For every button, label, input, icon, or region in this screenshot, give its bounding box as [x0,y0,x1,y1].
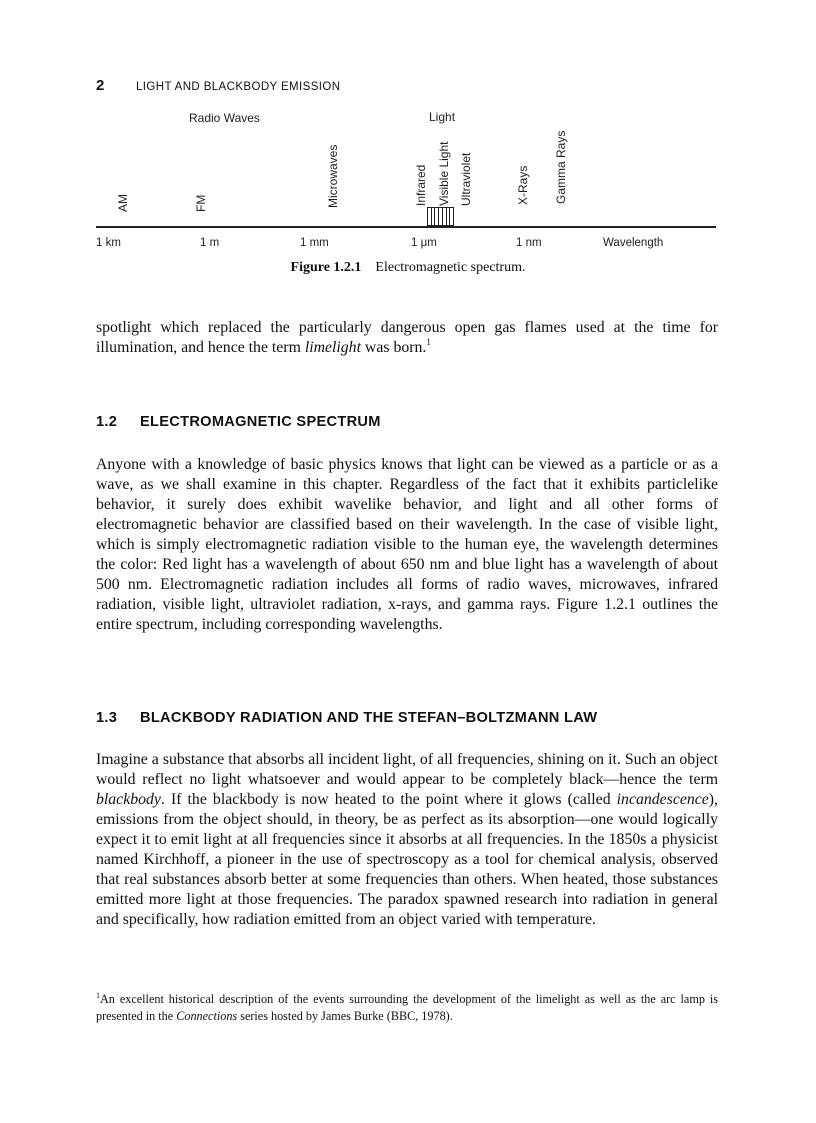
limelight-term: limelight [304,339,361,356]
figure-caption [0,260,816,276]
incandescence-term: incandescence [616,791,709,808]
figure-caption-label: Figure 1.2.1 [290,260,362,275]
light-label: Light [429,110,456,124]
tick-1km: 1 km [96,237,121,249]
microwaves-label: Microwaves [326,144,340,208]
footnote-ref: 1 [426,337,431,347]
section-heading-1-2 [96,414,381,430]
blackbody-term: blackbody [96,791,161,808]
section-1-3-paragraph: Imagine a substance that absorbs all incident light, of all frequencies, shining on it. Such an object would reflect no light whatsoever and would appear to be completely black—hence the term blackbody. If the blackbody is now heated to the point where it glows (called incandescence), emissions from the object should, in theory, be as perfect as its absorption—one would logically expect it to emit light at all frequencies since it absorbs at all frequencies. In the 1850s a physicist named Kirchhoff, a pioneer in the use of spectroscopy as a tool for chemical analysis, observed that real substances absorb better at some frequencies than others. When heated, those substances emitted more light at those frequencies. The paradox spawned research into radiation in general and specifically, how radiation emitted from an object varied with temperature. [96,751,718,928]
tick-1nm: 1 nm [516,237,542,249]
section-title: BLACKBODY RADIATION AND THE STEFAN–BOLTZMANN LAW [140,710,598,726]
section-1-2-paragraph: Anyone with a knowledge of basic physics knows that light can be viewed as a particle or as a wave, as we shall examine in this chapter. Regardless of the fact that it exhibits particlelike behavior, it surely does exhibit wavelike behavior, and light and all other forms of electromagnetic behavior are classified based on their wavelength. In the case of visible light, which is simply electromagnetic radiation visible to the human eye, the wavelength determines the color: Red light has a wavelength of about 650 nm and blue light has a wavelength of about 500 nm. Electromagnetic radiation includes all forms of radio waves, microwaves, infrared radiation, visible light, ultraviolet radiation, x-rays, and gamma rays. Figure 1.2.1 outlines the entire spectrum, including corresponding wavelengths. [96,456,718,633]
infrared-label: Infrared [414,164,428,206]
am-label: AM [116,194,130,212]
running-head-title: LIGHT AND BLACKBODY EMISSION [136,81,341,93]
ultraviolet-label: Ultraviolet [459,152,473,206]
connections-title: Connections [176,1009,238,1023]
section-number: 1.3 [96,710,118,726]
continuation-paragraph: spotlight which replaced the particularly dangerous open gas flames used at the time for illumination, and hence the term limelight was born.$^1$ [96,319,718,356]
tick-1m: 1 m [200,237,220,249]
section-number: 1.2 [96,414,118,430]
radio-waves-label: Radio Waves [189,111,260,125]
fm-label: FM [194,194,208,212]
figure-caption-text: Electromagnetic spectrum. [375,260,526,275]
axis-label-wavelength: Wavelength [603,237,664,249]
footnote-mark: 1 [96,991,100,1000]
page-number: 2 [96,77,105,94]
spectrum-figure [0,0,816,290]
gamma-rays-label: Gamma Rays [554,130,568,204]
spectrum-axis-line [96,226,716,228]
visible-spectrum-band [427,207,454,226]
footnote: $^1$An excellent historical description of the events surrounding the development of the limelight as well as the arc lamp is presented in the Connections series hosted by James Burke (BBC, 1978). [96,991,718,1023]
tick-1um: 1 μm [411,237,437,249]
visible-light-label: Visible Light [437,141,451,206]
x-rays-label: X-Rays [516,165,530,205]
section-heading-1-3 [96,710,597,726]
section-title: ELECTROMAGNETIC SPECTRUM [140,414,381,430]
tick-1mm: 1 mm [300,237,329,249]
